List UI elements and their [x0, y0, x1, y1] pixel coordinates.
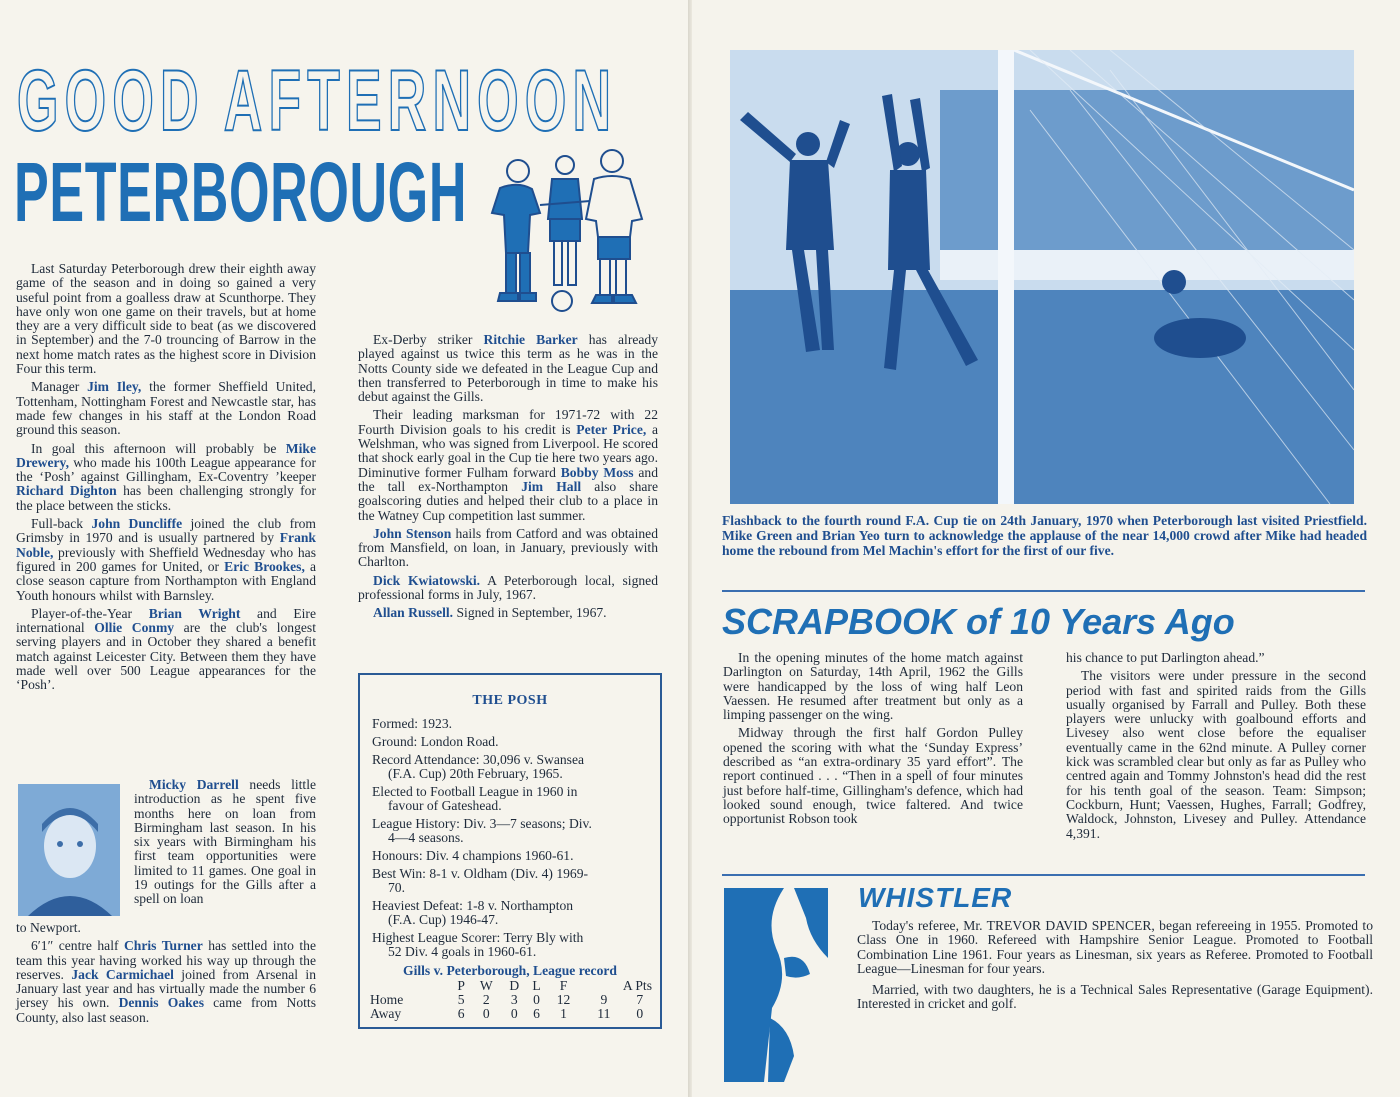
paragraph: Ex-Derby striker Ritchie Barker has already played against us twice this term as he was in the Notts County side we defeated in the League Cup and then transferred to Peterborough in time to make his debut against the Gills.: [358, 332, 659, 405]
paragraph: Player-of-the-Year Brian Wright and Eire international Ollie Conmy are the club's longest serving players and in October they shared a benefit match against Leicester City. Between them they have made well over 500 League appearances for the ‘Posh’.: [16, 605, 316, 693]
column-header: P: [457, 978, 465, 993]
posh-title: THE POSH: [472, 693, 548, 708]
whistler-text: [857, 919, 1373, 1019]
posh-attendance: Record Attendance: 30,096 v. Swansea (F.A. Cup) 20th February, 1965.: [372, 752, 585, 781]
divider: [722, 590, 1365, 592]
paragraph: Micky Darrell needs little introduction as he spent five months here on loan from Birmingham last season. In his six years with Birmingham his first team opportunities were limited to 11 games. One goal in 19 outings for the Gills after a spell on loan: [134, 777, 317, 907]
league-record-table: [370, 979, 652, 1021]
paragraph: In goal this afternoon will probably be Mike Drewery, who made his 100th League appearance for the ‘Posh’ against Gillingham, Ex-Coventry ’keeper Richard Dighton has been challenging strongly for the place between the sticks.: [16, 440, 316, 513]
article-column-1: [16, 262, 316, 697]
column-header: A Pts: [622, 978, 652, 993]
column-header: F: [559, 978, 568, 993]
handshake-illustration: [470, 143, 660, 323]
scrapbook-title: SCRAPBOOK of 10 Years Ago: [722, 601, 1235, 642]
table-cell: 3: [510, 992, 518, 1007]
paragraph: to Newport.: [16, 920, 81, 935]
whistler-referee-logo: [724, 888, 828, 1082]
table-header-row: [370, 979, 652, 993]
table-cell: 0: [510, 1006, 518, 1021]
paragraph: Full-back John Duncliffe joined the club from Grimsby in 1970 and is usually partnered by Frank Noble, previously with Sheffield Wednesday who has figured in 200 games for United, or Eric Brookes, a close season capture from Northampton with England Youth honours whilst with Barnsley.: [16, 516, 316, 603]
posh-heaviest-defeat: Heaviest Defeat: 1-8 v. Northampton (F.A. Cup) 1946-47.: [372, 898, 574, 927]
table-cell: 1: [560, 1006, 567, 1021]
paragraph: Today's referee, Mr. TREVOR DAVID SPENCER, began refereeing in 1955. Promoted to Class One in 1960. Refereed with Hampshire Senior League. Promoted to Football Combination Line 1961. Four years as Linesman, six years as Referee. Promoted to Football League—Linesman for four years.: [857, 918, 1373, 976]
posh-formed: Formed: 1923.: [372, 716, 453, 731]
table-cell: 11: [597, 1006, 611, 1021]
row-label: Away: [370, 1006, 402, 1021]
paragraph: Midway through the first half Gordon Pulley opened the scoring with what the ‘Sunday Express’ described as “an extra-ordinary 35 yard effort”. The report continued . . . “Then in a spell of four minutes just before half-time, Gillingham's defence, which had looked sound enough, twice faltered. And twice opportunist Robson took: [723, 725, 1023, 827]
table-cell: 0: [533, 992, 540, 1007]
table-row: [370, 993, 652, 1007]
scrapbook-column-2: [1066, 651, 1366, 845]
divider: [722, 874, 1365, 876]
posh-history: League History: Div. 3—7 seasons; Div. 4—4 seasons.: [372, 816, 592, 845]
paragraph: Dick Kwiatowski. A Peterborough local, signed professional forms in July, 1967.: [358, 572, 658, 603]
table-row: [370, 1007, 652, 1021]
darrell-paragraph: [134, 778, 316, 911]
paragraph: Allan Russell. Signed in September, 1967.: [373, 605, 607, 621]
heading-good-afternoon: GOOD AFTERNOON: [17, 53, 618, 149]
posh-facts-box: [358, 673, 662, 1029]
posh-ground: Ground: London Road.: [372, 734, 499, 749]
article-column-1-end: [16, 921, 316, 1029]
table-cell: 12: [556, 992, 571, 1007]
posh-honours: Honours: Div. 4 champions 1960-61.: [372, 848, 574, 863]
posh-elected: Elected to Football League in 1960 in favour of Gateshead.: [372, 784, 578, 813]
article-column-2: [358, 333, 658, 625]
paragraph: In the opening minutes of the home match against Darlington on Saturday, 14th April, 1962 the Gills were handicapped by the loss of wing half Leon Vaessen. He resumed after treatment but only as a limping passenger on the wing.: [723, 650, 1023, 723]
paragraph: Manager Jim Iley, the former Sheffield United, Tottenham, Nottingham Forest and Newcastle star, has made few changes in his staff at the London Road ground this season.: [16, 379, 317, 438]
heading-peterborough: PETERBOROUGH: [14, 145, 468, 239]
paragraph: The visitors were under pressure in the second period with fast and spirited raids from the Gills usually organised by Farrall and Pulley. Both these players were unlucky with goalbound efforts and Livesey also went close before the equaliser eventually came in the 62nd minute. A Pulley corner kick was scrambled clear but only as far as Pulley who centred again and Tommy Johnston's head did the rest for his tenth goal of the season. Team: Simpson; Cockburn, Hunt; Vaessen, Hughes, Farrall; Godfrey, Waldock, Johnston, Livesey and Pulley. Attendance 4,391.: [1066, 668, 1366, 841]
table-cell: 2: [482, 992, 490, 1007]
left-page: [0, 0, 692, 1097]
paragraph: Last Saturday Peterborough drew their eighth away game of the season and in doing so gained a very useful point from a goalless draw at Scunthorpe. They have only won one game on their travels, but at home they are a very difficult side to beat (as we discovered in September) and the 7-0 trouncing of Barrow in the next home match rates as the highest score in Division Four this term.: [16, 261, 316, 377]
photo-caption: Flashback to the fourth round F.A. Cup tie on 24th January, 1970 when Peterborough last visited Priestfield. Mike Green and Brian Yeo turn to acknowledge the applause of the near 14,000 crowd after Mike had headed home the rebound from Mel Machin's effort for the first of our five.: [722, 513, 1367, 559]
posh-top-scorer: Highest League Scorer: Terry Bly with 52 Div. 4 goals in 1960-61.: [372, 930, 584, 959]
scrapbook-column-1: [723, 651, 1023, 831]
table-cell: 6: [457, 1006, 465, 1021]
paragraph: Their leading marksman for 1971-72 with 22 Fourth Division goals to his credit is Peter Price, a Welshman, who was signed from Liverpool. He scored that shock early goal in the Cup tie here two years ago. Diminutive former Fulham forward Bobby Moss and the tall ex-Northampton Jim Hall also share goalscoring duties and helped their club to a place in the Watney Cup competition last summer.: [358, 407, 659, 523]
whistler-title: WHISTLER: [858, 882, 1013, 913]
goal-celebration-photo: [730, 50, 1354, 504]
table-cell: 7: [636, 992, 644, 1007]
paragraph: Married, with two daughters, he is a Technical Sales Representative (Garage Equipment). Interested in cricket and golf.: [857, 982, 1373, 1012]
column-header: L: [532, 978, 541, 993]
column-header: D: [509, 978, 520, 993]
player-portrait-photo: [18, 784, 120, 916]
paragraph: John Stenson hails from Catford and was obtained from Mansfield, on loan, in January, previously with Charlton.: [358, 525, 658, 570]
column-header: W: [479, 978, 493, 993]
table-cell: 6: [533, 1006, 540, 1021]
table-cell: 0: [636, 1006, 644, 1021]
table-cell: 5: [457, 992, 465, 1007]
paragraph: 6′1″ centre half Chris Turner has settled into the team this year having worked his way up through the reserves. Jack Carmichael joined from Arsenal in January last year and has virtually made the number 6 jersey his own. Dennis Oakes came from Notts County, also last season.: [16, 938, 316, 1025]
posh-best-win: Best Win: 8-1 v. Oldham (Div. 4) 1969- 70.: [372, 866, 589, 895]
table-cell: 9: [600, 992, 608, 1007]
league-record-title: Gills v. Peterborough, League record: [403, 963, 617, 978]
table-cell: 0: [482, 1006, 490, 1021]
row-label: Home: [370, 992, 404, 1007]
paragraph: his chance to put Darlington ahead.”: [1066, 650, 1265, 665]
